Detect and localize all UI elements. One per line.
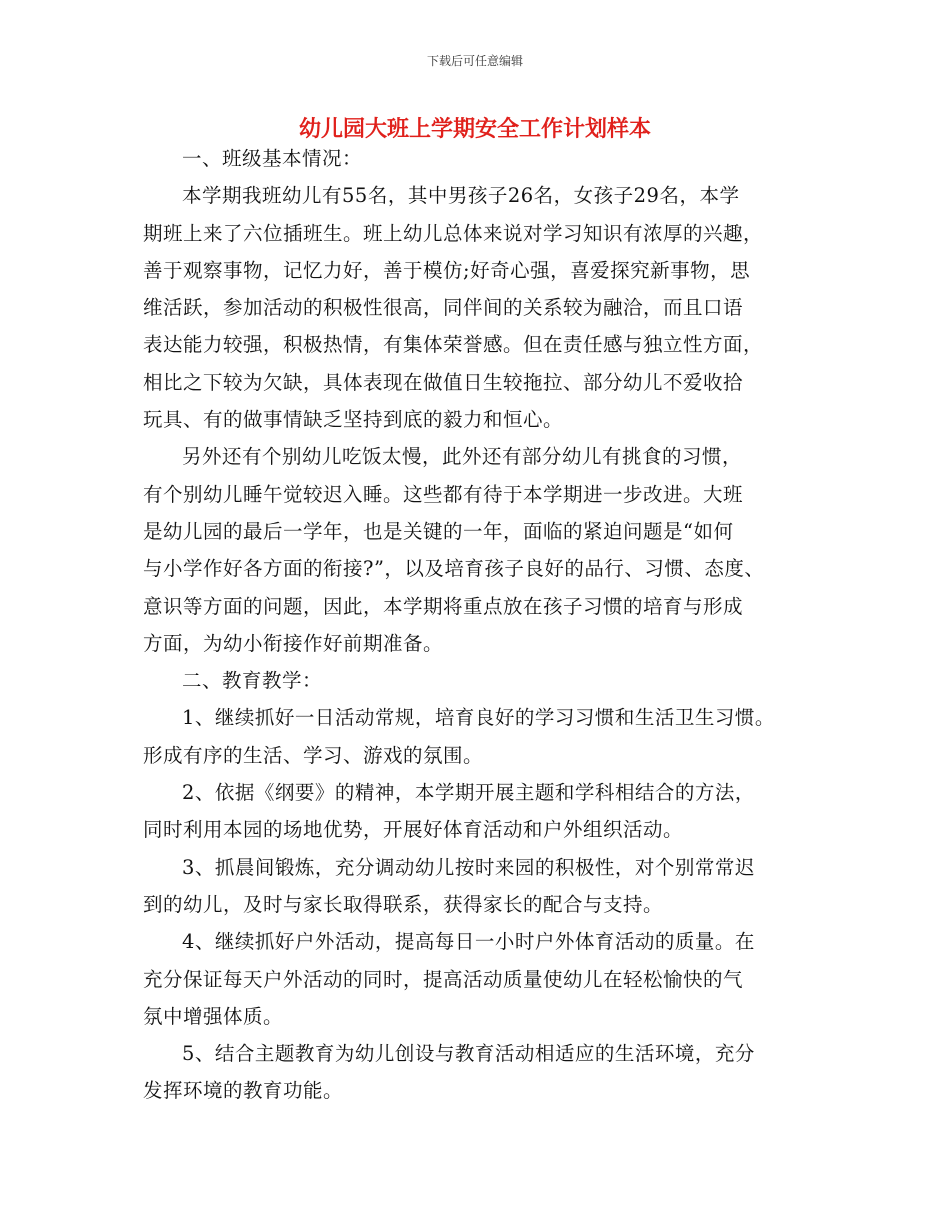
text-line: 有个别幼儿睡午觉较迟入睡。这些都有待于本学期进一步改进。大班: [143, 482, 744, 506]
text-line: 本学期我班幼儿有55名，其中男孩子26名，女孩子29名，本学: [182, 184, 740, 208]
text-line: 玩具、有的做事情缺乏坚持到底的毅力和恒心。: [143, 408, 564, 432]
document-body: [143, 140, 823, 1110]
text-line: 维活跃，参加活动的积极性很高，同伴间的关系较为融洽，而且口语: [143, 296, 744, 320]
text-line: 4、继续抓好户外活动，提高每日一小时户外体育活动的质量。在: [182, 930, 755, 954]
text-line: 与小学作好各方面的衔接?”，以及培育孩子良好的品行、习惯、态度、: [143, 557, 765, 581]
text-line: 5、结合主题教育为幼儿创设与教育活动相适应的生活环境，充分: [182, 1042, 755, 1066]
document-title: 幼儿园大班上学期安全工作计划样本: [298, 117, 651, 142]
text-line: 方面，为幼小衔接作好前期准备。: [143, 631, 444, 655]
text-line: 善于观察事物，记忆力好，善于模仿;好奇心强，喜爱探究新事物，思: [143, 258, 751, 282]
text-line: 2、依据《纲要》的精神，本学期开展主题和学科相结合的方法，: [182, 781, 755, 805]
header-note: 下载后可任意编辑: [426, 54, 523, 68]
text-line: 相比之下较为欠缺，具体表现在做值日生较拖拉、部分幼儿不爱收拾: [143, 370, 744, 394]
text-line: 氛中增强体质。: [143, 1004, 284, 1028]
text-line: 意识等方面的问题，因此，本学期将重点放在孩子习惯的培育与形成: [143, 594, 744, 618]
text-line: 到的幼儿，及时与家长取得联系，获得家长的配合与支持。: [143, 892, 664, 916]
text-line: 1、继续抓好一日活动常规，培育良好的学习习惯和生活卫生习惯。: [182, 706, 775, 730]
text-line: 充分保证每天户外活动的同时，提高活动质量使幼儿在轻松愉快的气: [143, 967, 744, 991]
text-line: 发挥环境的教育功能。: [143, 1079, 344, 1103]
text-line: 表达能力较强，积极热情，有集体荣誉感。但在责任感与独立性方面，: [143, 333, 764, 357]
text-line: 3、抓晨间锻炼，充分调动幼儿按时来园的积极性，对个别常常迟: [182, 855, 755, 879]
text-line: 形成有序的生活、学习、游戏的氛围。: [143, 743, 484, 767]
text-line: 是幼儿园的最后一学年，也是关键的一年，面临的紧迫问题是“如何: [143, 519, 734, 543]
text-line: 期班上来了六位插班生。班上幼儿总体来说对学习知识有浓厚的兴趣，: [143, 221, 764, 245]
text-line: 同时利用本园的场地优势，开展好体育活动和户外组织活动。: [143, 818, 684, 842]
text-line: 一、班级基本情况：: [182, 147, 363, 170]
text-line: 另外还有个别幼儿吃饭太慢，此外还有部分幼儿有挑食的习惯，: [182, 445, 743, 469]
section-heading: 二、教育教学：: [182, 669, 323, 693]
